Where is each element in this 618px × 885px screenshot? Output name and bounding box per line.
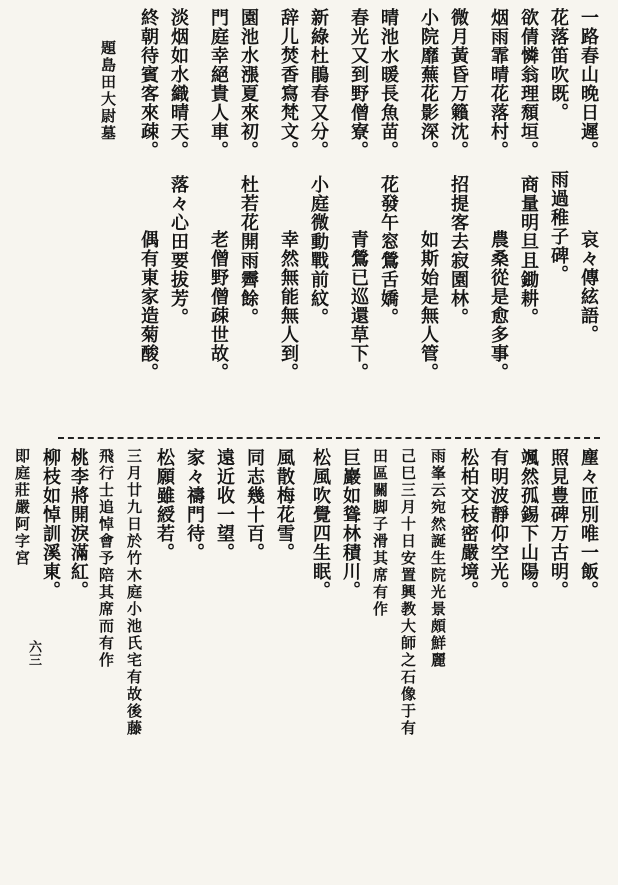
text-column: 老僧野僧疎世故。 <box>208 230 229 382</box>
text-column: 松風吹覺四生眠。 <box>310 448 331 600</box>
text-column: 一路春山晚日遲。 <box>578 8 599 160</box>
text-column: 門庭幸絕貴人車。 <box>208 8 229 160</box>
text-column: 颯然孤錫下山陽。 <box>518 448 539 600</box>
text-column: 烟雨霏晴花落村。 <box>488 8 509 160</box>
text-column: 雨過稚子碑。 <box>548 170 569 284</box>
text-column: 塵々匝別唯一飯。 <box>578 448 599 600</box>
text-column: 飛行士追悼會予陪其席而有作 <box>97 448 115 669</box>
text-column: 哀々傳絃語。 <box>578 230 599 344</box>
text-column: 辞儿焚香寫梵文。 <box>278 8 299 160</box>
text-column: 遠近收一望。 <box>214 448 235 562</box>
text-column: 落々心田要拔芳。 <box>168 175 189 327</box>
text-column: 巨巖如聳林積川。 <box>340 448 361 600</box>
text-column: 有明波靜仰空光。 <box>488 448 509 600</box>
text-column: 家々禱門待。 <box>184 448 205 562</box>
text-column: 桃李將開淚滿紅。 <box>68 448 89 600</box>
text-column: 即庭莊嚴阿字宮 <box>13 448 31 567</box>
section-divider <box>58 437 600 439</box>
text-column: 幸然無能無人到。 <box>278 230 299 382</box>
text-column: 小院靡蕪花影深。 <box>418 8 439 160</box>
text-column: 松柏交枝密嚴境。 <box>458 448 479 600</box>
text-column: 同志幾十百。 <box>244 448 265 562</box>
text-column: 如斯始是無人管。 <box>418 230 439 382</box>
text-column: 杜若花開雨霽餘。 <box>238 175 259 327</box>
text-column: 晴池水暖長魚苗。 <box>378 8 399 160</box>
text-column: 春光又到野僧寮。 <box>348 8 369 160</box>
text-column: 青鶯已巡還草下。 <box>348 230 369 382</box>
text-column: 偶有東家造菊酸。 <box>138 230 159 382</box>
text-column: 花落笛吹既。 <box>548 8 569 122</box>
text-column: 照見豊碑万古明。 <box>548 448 569 600</box>
text-column: 終朝待賓客來疎。 <box>138 8 159 160</box>
text-column: 新綠杜鵑春又分。 <box>308 8 329 160</box>
text-column: 欲倩憐翁理頹垣。 <box>518 8 539 160</box>
text-column: 園池水漲夏來初。 <box>238 8 259 160</box>
text-column: 題島田大尉墓 <box>99 40 117 142</box>
page-number: 六三 <box>26 640 41 666</box>
text-column: 花發午窓鶯舌嬌。 <box>378 175 399 327</box>
text-column: 微月黃昏万籟沈。 <box>448 8 469 160</box>
text-column: 商量明旦且鋤耕。 <box>518 175 539 327</box>
text-column: 松願雖綬若。 <box>154 448 175 562</box>
text-column: 淡烟如水織晴天。 <box>168 8 189 160</box>
text-column: 己巳三月十日安置興教大師之石像于有 <box>399 448 417 737</box>
text-column: 小庭微動戰前紋。 <box>308 175 329 327</box>
text-column: 柳枝如悼訓溪東。 <box>40 448 61 600</box>
text-column: 農桑從是愈多事。 <box>488 230 509 382</box>
text-column: 三月廿九日於竹木庭小池氏宅有故後藤 <box>125 448 143 737</box>
text-column: 雨峯云宛然誕生院光景頗鮮麗 <box>429 448 447 669</box>
text-column: 招提客去寂園林。 <box>448 175 469 327</box>
text-column: 風散梅花雪。 <box>274 448 295 562</box>
text-column: 田區關脚子滑其席有作 <box>371 448 389 618</box>
